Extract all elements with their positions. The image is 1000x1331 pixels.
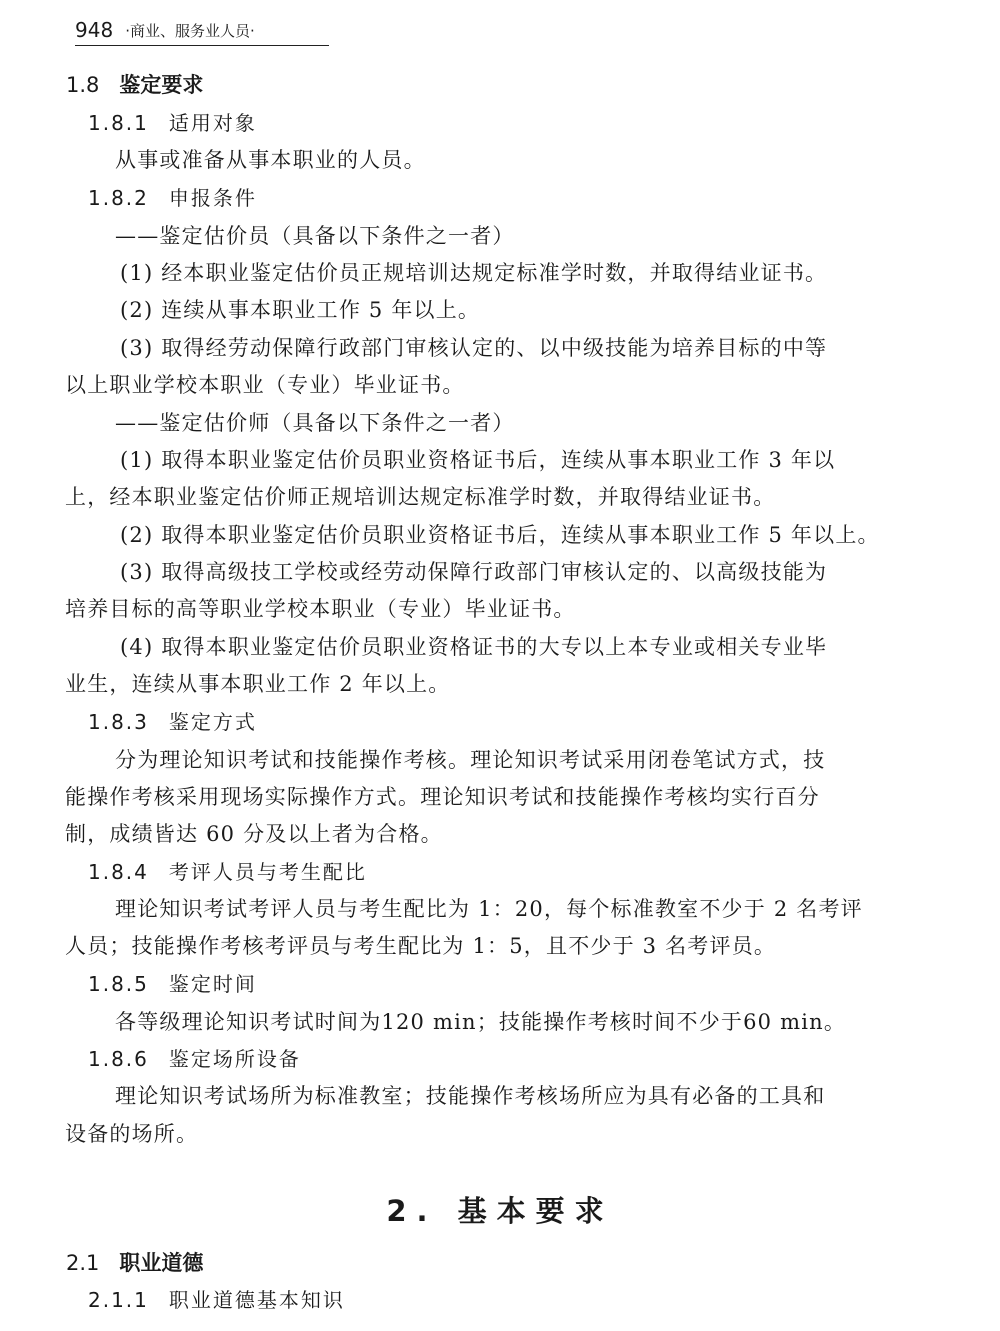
paragraph-line: (3) 取得经劳动保障行政部门审核认定的、以中级技能为培养目标的中等 <box>120 336 828 360</box>
page-number: 948 <box>75 18 114 42</box>
paragraph-line: (3) 取得高级技工学校或经劳动保障行政部门审核认定的、以高级技能为 <box>120 560 828 584</box>
subsection-heading: 1.8.3 鉴定方式 <box>88 710 257 734</box>
paragraph-line: ——鉴定估价师（具备以下条件之一者） <box>115 411 515 435</box>
paragraph-line: 业生，连续从事本职业工作 2 年以上。 <box>65 672 451 696</box>
paragraph-line: 人员；技能操作考核考评员与考生配比为 1：5，且不少于 3 名考评员。 <box>65 934 777 958</box>
paragraph-line: (1) 取得本职业鉴定估价员职业资格证书后，连续从事本职业工作 3 年以 <box>120 448 836 472</box>
subsection-heading: 2.1.1 职业道德基本知识 <box>88 1288 345 1312</box>
paragraph-line: 理论知识考试场所为标准教室；技能操作考核场所应为具有必备的工具和 <box>115 1084 826 1108</box>
paragraph-line: (4) 取得本职业鉴定估价员职业资格证书的大专以上本专业或相关专业毕 <box>120 635 828 659</box>
section-heading: 1.8 鉴定要求 <box>66 73 204 97</box>
paragraph-line: 制，成绩皆达 60 分及以上者为合格。 <box>65 822 443 846</box>
paragraph-line: ——鉴定估价员（具备以下条件之一者） <box>115 224 515 248</box>
paragraph-line: 各等级理论知识考试时间为120 min；技能操作考核时间不少于60 min。 <box>115 1010 847 1034</box>
subsection-heading: 1.8.2 申报条件 <box>88 186 257 210</box>
paragraph-line: 以上职业学校本职业（专业）毕业证书。 <box>65 373 465 397</box>
paragraph-line: 分为理论知识考试和技能操作考核。理论知识考试采用闭卷笔试方式，技 <box>115 748 826 772</box>
subsection-heading: 1.8.6 鉴定场所设备 <box>88 1047 301 1071</box>
paragraph-line: 从事或准备从事本职业的人员。 <box>115 148 426 172</box>
paragraph-line: 理论知识考试考评人员与考生配比为 1：20，每个标准教室不少于 2 名考评 <box>115 897 863 921</box>
paragraph-line: 上，经本职业鉴定估价师正规培训达规定标准学时数，并取得结业证书。 <box>65 485 776 509</box>
paragraph-line: 能操作考核采用现场实际操作方式。理论知识考试和技能操作考核均实行百分 <box>65 785 820 809</box>
running-header <box>75 16 329 46</box>
running-title: ·商业、服务业人员· <box>125 22 255 40</box>
section-heading: 2.1 职业道德 <box>66 1251 204 1275</box>
chapter-heading: 2. 基本要求 <box>386 1194 614 1228</box>
paragraph-line: (2) 取得本职业鉴定估价员职业资格证书后，连续从事本职业工作 5 年以上。 <box>120 523 880 547</box>
paragraph-line: (1) 经本职业鉴定估价员正规培训达规定标准学时数，并取得结业证书。 <box>120 261 828 285</box>
paragraph-line: 设备的场所。 <box>65 1122 199 1146</box>
subsection-heading: 1.8.1 适用对象 <box>88 111 257 135</box>
subsection-heading: 1.8.4 考评人员与考生配比 <box>88 860 367 884</box>
subsection-heading: 1.8.5 鉴定时间 <box>88 972 257 996</box>
paragraph-line: 培养目标的高等职业学校本职业（专业）毕业证书。 <box>65 597 576 621</box>
paragraph-line: (2) 连续从事本职业工作 5 年以上。 <box>120 298 481 322</box>
